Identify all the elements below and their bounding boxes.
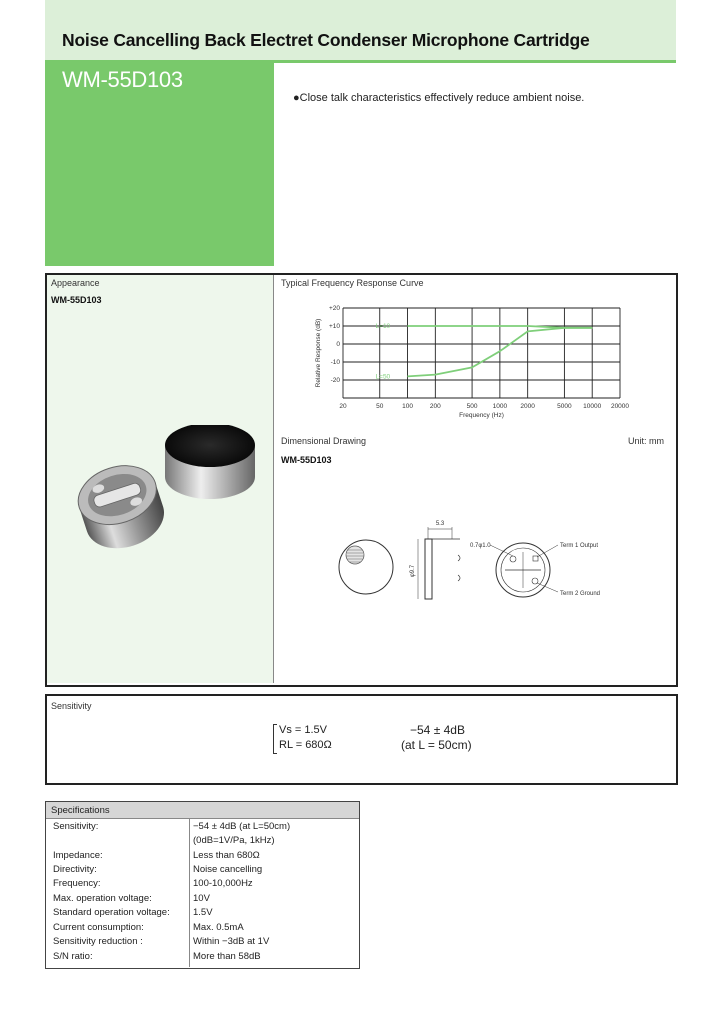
spec-label: Current consumption: (53, 922, 144, 933)
y-tick-label: -20 (330, 377, 340, 384)
x-tick-label: 200 (429, 403, 441, 410)
spec-value: More than 58dB (193, 951, 261, 962)
table-row (46, 921, 359, 935)
spec-label: S/N ratio: (53, 951, 93, 962)
x-tick-label: 50 (376, 403, 384, 410)
y-tick-label: 0 (336, 341, 340, 348)
side-view (425, 539, 432, 599)
spec-value: Less than 680Ω (193, 850, 260, 861)
model-block (45, 63, 274, 266)
spec-label: Impedance: (53, 850, 103, 861)
dimension-label: Dimensional Drawing (281, 436, 367, 446)
diameter-dim: φ9.7 (410, 564, 416, 578)
sensitivity-value: −54 ± 4dB (410, 723, 465, 737)
front-view (339, 540, 393, 594)
table-row (46, 950, 359, 964)
x-tick-label: 2000 (520, 403, 535, 410)
term1-label: Term 1 Output (560, 543, 599, 549)
hole-dim: 0.7φ1.0 (470, 543, 491, 549)
y-axis-label: Relative Response (dB) (315, 318, 322, 388)
series-label: L=10 (375, 323, 391, 330)
series-label: L=50 (375, 373, 391, 381)
x-axis-label: Frequency (Hz) (459, 412, 504, 419)
appearance-model: WM-55D103 (51, 295, 102, 305)
dimension-model: WM-55D103 (281, 455, 332, 465)
spec-label: Directivity: (53, 864, 97, 875)
spec-label: Sensitivity reduction : (53, 936, 143, 947)
spec-label: Max. operation voltage: (53, 893, 152, 904)
bracket (273, 724, 277, 754)
sensitivity-condition: (at L = 50cm) (401, 738, 472, 752)
x-tick-label: 5000 (557, 403, 572, 410)
vs-value: Vs = 1.5V (279, 724, 328, 736)
dimensional-drawing (330, 515, 650, 615)
x-tick-label: 1000 (492, 403, 508, 410)
unit-label: Unit: mm (628, 436, 664, 446)
model-number: WM-55D103 (62, 67, 183, 92)
spec-value: Within −3dB at 1V (193, 936, 270, 947)
table-row (46, 906, 359, 920)
spec-value: 100-10,000Hz (193, 878, 253, 889)
page-title: Noise Cancelling Back Electret Condenser Microphone Cartridge (62, 30, 590, 50)
sensitivity-label: Sensitivity (51, 701, 92, 711)
thickness-dim: 5.3 (435, 521, 445, 527)
y-tick-label: +20 (328, 305, 340, 312)
spec-value: Noise cancelling (193, 864, 263, 875)
feature-label: Close talk characteristics effectively reduce ambient noise. (299, 92, 585, 104)
term2-label: Term 2 Ground (560, 591, 601, 597)
rl-value: RL = 680Ω (279, 739, 332, 751)
table-row (46, 892, 359, 906)
spec-value: 10V (193, 893, 210, 904)
specifications-title: Specifications (51, 805, 110, 816)
spec-value: Max. 0.5mA (193, 922, 244, 933)
x-tick-label: 100 (402, 403, 413, 410)
table-row (46, 863, 359, 877)
x-tick-label: 20 (339, 403, 347, 410)
spec-value: 1.5V (193, 907, 213, 918)
table-row (46, 935, 359, 949)
chart-title: Typical Frequency Response Curve (281, 278, 424, 288)
table-row (46, 834, 359, 848)
x-tick-label: 20000 (610, 403, 630, 410)
spec-label: Sensitivity: (53, 821, 99, 832)
sound-port (346, 546, 364, 564)
y-tick-label: +10 (328, 323, 340, 330)
y-tick-label: -10 (330, 359, 340, 366)
spec-value: (0dB=1V/Pa, 1kHz) (193, 835, 275, 846)
x-tick-label: 500 (466, 403, 478, 410)
x-tick-label: 10000 (583, 403, 602, 410)
product-photo (70, 425, 260, 565)
bullet-icon: ● (293, 92, 300, 104)
table-row (46, 877, 359, 891)
frequency-chart (310, 300, 640, 425)
felt-top (165, 425, 255, 467)
spec-value: −54 ± 4dB (at L=50cm) (193, 821, 291, 832)
spec-label: Frequency: (53, 878, 101, 889)
appearance-label: Appearance (51, 278, 100, 288)
table-row (46, 820, 359, 834)
feature-text (293, 92, 584, 104)
sensitivity-panel (45, 694, 678, 785)
spec-label: Standard operation voltage: (53, 907, 170, 918)
specifications-header (46, 802, 359, 819)
table-row (46, 849, 359, 863)
